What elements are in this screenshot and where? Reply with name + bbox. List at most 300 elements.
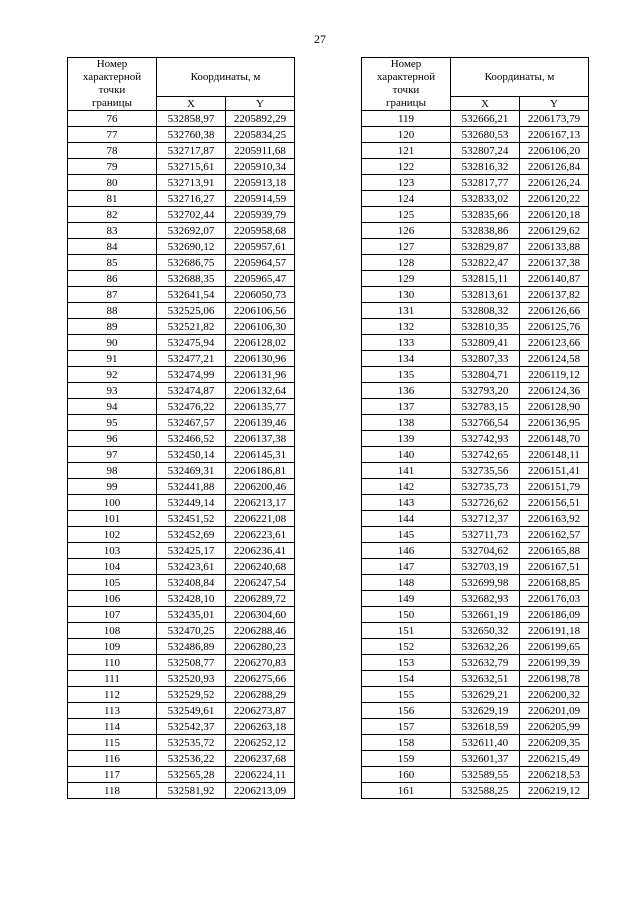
point-number-cell: 127 — [362, 239, 451, 255]
point-number-cell: 79 — [68, 159, 157, 175]
point-number-cell: 119 — [362, 111, 451, 127]
y-coordinate-cell: 2206176,03 — [520, 591, 589, 607]
point-number-cell: 157 — [362, 719, 451, 735]
point-number-cell: 123 — [362, 175, 451, 191]
y-coordinate-cell: 2206132,64 — [226, 383, 295, 399]
table-row — [362, 431, 589, 447]
y-coordinate-cell: 2206236,41 — [226, 543, 295, 559]
x-header: X — [451, 97, 520, 111]
table-row — [362, 207, 589, 223]
point-number-cell: 152 — [362, 639, 451, 655]
x-coordinate-cell: 532449,14 — [157, 495, 226, 511]
y-coordinate-cell: 2205892,29 — [226, 111, 295, 127]
y-coordinate-cell: 2206199,65 — [520, 639, 589, 655]
table-row — [362, 543, 589, 559]
table-row — [362, 479, 589, 495]
y-coordinate-cell: 2206129,62 — [520, 223, 589, 239]
x-coordinate-cell: 532470,25 — [157, 623, 226, 639]
point-number-cell: 101 — [68, 511, 157, 527]
table-row — [362, 559, 589, 575]
point-number-cell: 150 — [362, 607, 451, 623]
y-coordinate-cell: 2206219,12 — [520, 783, 589, 799]
table-row — [68, 319, 295, 335]
point-number-cell: 93 — [68, 383, 157, 399]
x-coordinate-cell: 532807,33 — [451, 351, 520, 367]
table-row — [68, 159, 295, 175]
table-row — [68, 543, 295, 559]
table-row — [362, 527, 589, 543]
y-coordinate-cell: 2205965,47 — [226, 271, 295, 287]
table-row — [68, 719, 295, 735]
y-coordinate-cell: 2205913,18 — [226, 175, 295, 191]
x-coordinate-cell: 532726,62 — [451, 495, 520, 511]
y-coordinate-cell: 2206275,66 — [226, 671, 295, 687]
table-row — [68, 575, 295, 591]
table-row — [68, 479, 295, 495]
coordinates-header: Координаты, м — [451, 58, 589, 97]
x-coordinate-cell: 532542,37 — [157, 719, 226, 735]
table-row — [68, 447, 295, 463]
point-number-cell: 121 — [362, 143, 451, 159]
y-coordinate-cell: 2206120,18 — [520, 207, 589, 223]
point-number-cell: 137 — [362, 399, 451, 415]
x-coordinate-cell: 532408,84 — [157, 575, 226, 591]
x-coordinate-cell: 532813,61 — [451, 287, 520, 303]
point-number-cell: 76 — [68, 111, 157, 127]
point-number-cell: 102 — [68, 527, 157, 543]
table-row — [68, 495, 295, 511]
x-coordinate-cell: 532450,14 — [157, 447, 226, 463]
table-row — [362, 239, 589, 255]
table-row — [362, 591, 589, 607]
x-coordinate-cell: 532476,22 — [157, 399, 226, 415]
y-coordinate-cell: 2206106,20 — [520, 143, 589, 159]
y-coordinate-cell: 2206167,51 — [520, 559, 589, 575]
point-number-cell: 136 — [362, 383, 451, 399]
x-coordinate-cell: 532692,07 — [157, 223, 226, 239]
table-row — [68, 415, 295, 431]
table-row — [68, 463, 295, 479]
table-row — [68, 399, 295, 415]
table-row — [362, 271, 589, 287]
x-coordinate-cell: 532815,11 — [451, 271, 520, 287]
point-number-cell: 94 — [68, 399, 157, 415]
y-coordinate-cell: 2206304,60 — [226, 607, 295, 623]
coordinates-table-left — [67, 57, 295, 799]
x-header: X — [157, 97, 226, 111]
x-coordinate-cell: 532549,61 — [157, 703, 226, 719]
y-coordinate-cell: 2206198,78 — [520, 671, 589, 687]
y-coordinate-cell: 2206124,36 — [520, 383, 589, 399]
point-number-cell: 107 — [68, 607, 157, 623]
point-number-cell: 113 — [68, 703, 157, 719]
point-number-cell: 98 — [68, 463, 157, 479]
table-row — [68, 127, 295, 143]
point-number-cell: 97 — [68, 447, 157, 463]
point-number-cell: 78 — [68, 143, 157, 159]
point-number-cell: 86 — [68, 271, 157, 287]
y-coordinate-cell: 2206240,68 — [226, 559, 295, 575]
point-number-header: Номер характерной точки границы — [362, 58, 451, 111]
y-coordinate-cell: 2206106,56 — [226, 303, 295, 319]
table-row — [362, 255, 589, 271]
y-coordinate-cell: 2206148,11 — [520, 447, 589, 463]
table-row — [68, 111, 295, 127]
y-coordinate-cell: 2206221,08 — [226, 511, 295, 527]
table-row — [362, 175, 589, 191]
table-row — [68, 287, 295, 303]
y-coordinate-cell: 2206162,57 — [520, 527, 589, 543]
x-coordinate-cell: 532467,57 — [157, 415, 226, 431]
table-row — [362, 111, 589, 127]
table-row — [362, 463, 589, 479]
table-row — [362, 607, 589, 623]
y-coordinate-cell: 2206280,23 — [226, 639, 295, 655]
table-row — [68, 703, 295, 719]
x-coordinate-cell: 532690,12 — [157, 239, 226, 255]
point-number-cell: 140 — [362, 447, 451, 463]
table-row — [68, 143, 295, 159]
y-coordinate-cell: 2206124,58 — [520, 351, 589, 367]
table-row — [68, 191, 295, 207]
x-coordinate-cell: 532760,38 — [157, 127, 226, 143]
point-number-cell: 114 — [68, 719, 157, 735]
table-row — [362, 303, 589, 319]
point-number-cell: 118 — [68, 783, 157, 799]
point-number-cell: 83 — [68, 223, 157, 239]
table-row — [68, 591, 295, 607]
x-coordinate-cell: 532474,99 — [157, 367, 226, 383]
table-row — [362, 495, 589, 511]
table-row — [362, 751, 589, 767]
point-number-cell: 131 — [362, 303, 451, 319]
table-row — [68, 559, 295, 575]
y-coordinate-cell: 2206263,18 — [226, 719, 295, 735]
y-coordinate-cell: 2206168,85 — [520, 575, 589, 591]
x-coordinate-cell: 532666,21 — [451, 111, 520, 127]
y-coordinate-cell: 2206137,82 — [520, 287, 589, 303]
table-row — [68, 431, 295, 447]
point-number-cell: 149 — [362, 591, 451, 607]
table-row — [362, 319, 589, 335]
x-coordinate-cell: 532641,54 — [157, 287, 226, 303]
point-number-cell: 109 — [68, 639, 157, 655]
point-number-cell: 129 — [362, 271, 451, 287]
table-row — [362, 735, 589, 751]
y-coordinate-cell: 2206205,99 — [520, 719, 589, 735]
y-coordinate-cell: 2206140,87 — [520, 271, 589, 287]
table-row — [362, 783, 589, 799]
point-number-cell: 84 — [68, 239, 157, 255]
y-coordinate-cell: 2205939,79 — [226, 207, 295, 223]
point-number-cell: 132 — [362, 319, 451, 335]
point-number-cell: 142 — [362, 479, 451, 495]
table-row — [362, 767, 589, 783]
x-coordinate-cell: 532793,20 — [451, 383, 520, 399]
point-number-cell: 112 — [68, 687, 157, 703]
y-coordinate-cell: 2206273,87 — [226, 703, 295, 719]
x-coordinate-cell: 532629,21 — [451, 687, 520, 703]
point-number-cell: 89 — [68, 319, 157, 335]
point-number-cell: 144 — [362, 511, 451, 527]
y-coordinate-cell: 2206173,79 — [520, 111, 589, 127]
point-number-cell: 141 — [362, 463, 451, 479]
y-coordinate-cell: 2206215,49 — [520, 751, 589, 767]
x-coordinate-cell: 532711,73 — [451, 527, 520, 543]
point-number-cell: 85 — [68, 255, 157, 271]
point-number-cell: 111 — [68, 671, 157, 687]
table-row — [362, 623, 589, 639]
x-coordinate-cell: 532742,93 — [451, 431, 520, 447]
point-number-cell: 126 — [362, 223, 451, 239]
table-row — [68, 527, 295, 543]
y-coordinate-cell: 2206186,09 — [520, 607, 589, 623]
point-number-cell: 160 — [362, 767, 451, 783]
point-number-cell: 106 — [68, 591, 157, 607]
x-coordinate-cell: 532529,52 — [157, 687, 226, 703]
x-coordinate-cell: 532833,02 — [451, 191, 520, 207]
x-coordinate-cell: 532688,35 — [157, 271, 226, 287]
table-row — [68, 351, 295, 367]
table-row — [362, 335, 589, 351]
x-coordinate-cell: 532735,73 — [451, 479, 520, 495]
table-row — [68, 367, 295, 383]
x-coordinate-cell: 532717,87 — [157, 143, 226, 159]
table-row — [68, 687, 295, 703]
table-row — [362, 159, 589, 175]
table-row — [362, 367, 589, 383]
point-number-cell: 139 — [362, 431, 451, 447]
y-coordinate-cell: 2206137,38 — [520, 255, 589, 271]
y-coordinate-cell: 2206131,96 — [226, 367, 295, 383]
x-coordinate-cell: 532441,88 — [157, 479, 226, 495]
point-number-cell: 92 — [68, 367, 157, 383]
table-row — [362, 351, 589, 367]
y-coordinate-cell: 2206288,29 — [226, 687, 295, 703]
table-row — [68, 623, 295, 639]
x-coordinate-cell: 532807,24 — [451, 143, 520, 159]
point-number-header: Номер характерной точки границы — [68, 58, 157, 111]
x-coordinate-cell: 532520,93 — [157, 671, 226, 687]
x-coordinate-cell: 532435,01 — [157, 607, 226, 623]
y-coordinate-cell: 2205910,34 — [226, 159, 295, 175]
y-header: Y — [520, 97, 589, 111]
y-coordinate-cell: 2206223,61 — [226, 527, 295, 543]
x-coordinate-cell: 532835,66 — [451, 207, 520, 223]
table-row — [362, 399, 589, 415]
point-number-cell: 95 — [68, 415, 157, 431]
table-row — [68, 303, 295, 319]
y-coordinate-cell: 2206123,66 — [520, 335, 589, 351]
y-coordinate-cell: 2206289,72 — [226, 591, 295, 607]
point-number-cell: 117 — [68, 767, 157, 783]
table-body-right — [362, 111, 589, 799]
y-coordinate-cell: 2205957,61 — [226, 239, 295, 255]
table-row — [68, 239, 295, 255]
y-coordinate-cell: 2205834,25 — [226, 127, 295, 143]
x-coordinate-cell: 532536,22 — [157, 751, 226, 767]
table-row — [68, 175, 295, 191]
table-row — [362, 223, 589, 239]
x-coordinate-cell: 532632,26 — [451, 639, 520, 655]
point-number-cell: 147 — [362, 559, 451, 575]
x-coordinate-cell: 532535,72 — [157, 735, 226, 751]
x-coordinate-cell: 532735,56 — [451, 463, 520, 479]
x-coordinate-cell: 532423,61 — [157, 559, 226, 575]
point-number-cell: 120 — [362, 127, 451, 143]
y-coordinate-cell: 2206151,41 — [520, 463, 589, 479]
coordinates-header: Координаты, м — [157, 58, 295, 97]
table-row — [362, 671, 589, 687]
table-row — [68, 735, 295, 751]
x-coordinate-cell: 532682,93 — [451, 591, 520, 607]
x-coordinate-cell: 532618,59 — [451, 719, 520, 735]
y-coordinate-cell: 2206218,53 — [520, 767, 589, 783]
x-coordinate-cell: 532525,06 — [157, 303, 226, 319]
table-row — [68, 655, 295, 671]
point-number-cell: 143 — [362, 495, 451, 511]
table-body-left — [68, 111, 295, 799]
point-number-cell: 104 — [68, 559, 157, 575]
y-coordinate-cell: 2206126,84 — [520, 159, 589, 175]
x-coordinate-cell: 532486,89 — [157, 639, 226, 655]
x-coordinate-cell: 532712,37 — [451, 511, 520, 527]
point-number-cell: 138 — [362, 415, 451, 431]
table-row — [68, 335, 295, 351]
y-header: Y — [226, 97, 295, 111]
point-number-cell: 159 — [362, 751, 451, 767]
point-number-cell: 105 — [68, 575, 157, 591]
x-coordinate-cell: 532475,94 — [157, 335, 226, 351]
y-coordinate-cell: 2206050,73 — [226, 287, 295, 303]
y-coordinate-cell: 2206148,70 — [520, 431, 589, 447]
point-number-cell: 133 — [362, 335, 451, 351]
y-coordinate-cell: 2206128,90 — [520, 399, 589, 415]
table-row — [68, 783, 295, 799]
y-coordinate-cell: 2206119,12 — [520, 367, 589, 383]
table-row — [68, 271, 295, 287]
y-coordinate-cell: 2206120,22 — [520, 191, 589, 207]
x-coordinate-cell: 532521,82 — [157, 319, 226, 335]
table-row — [68, 751, 295, 767]
x-coordinate-cell: 532588,25 — [451, 783, 520, 799]
x-coordinate-cell: 532804,71 — [451, 367, 520, 383]
x-coordinate-cell: 532829,87 — [451, 239, 520, 255]
x-coordinate-cell: 532589,55 — [451, 767, 520, 783]
x-coordinate-cell: 532702,44 — [157, 207, 226, 223]
y-coordinate-cell: 2206213,17 — [226, 495, 295, 511]
x-coordinate-cell: 532809,41 — [451, 335, 520, 351]
table-row — [68, 639, 295, 655]
point-number-cell: 155 — [362, 687, 451, 703]
y-coordinate-cell: 2205958,68 — [226, 223, 295, 239]
point-number-cell: 88 — [68, 303, 157, 319]
x-coordinate-cell: 532816,32 — [451, 159, 520, 175]
y-coordinate-cell: 2206237,68 — [226, 751, 295, 767]
y-coordinate-cell: 2206200,32 — [520, 687, 589, 703]
x-coordinate-cell: 532766,54 — [451, 415, 520, 431]
y-coordinate-cell: 2206201,09 — [520, 703, 589, 719]
point-number-cell: 77 — [68, 127, 157, 143]
y-coordinate-cell: 2205914,59 — [226, 191, 295, 207]
x-coordinate-cell: 532822,47 — [451, 255, 520, 271]
table-row — [362, 655, 589, 671]
x-coordinate-cell: 532508,77 — [157, 655, 226, 671]
table-row — [362, 703, 589, 719]
table-row — [362, 511, 589, 527]
y-coordinate-cell: 2206151,79 — [520, 479, 589, 495]
y-coordinate-cell: 2206199,39 — [520, 655, 589, 671]
x-coordinate-cell: 532713,91 — [157, 175, 226, 191]
point-number-cell: 134 — [362, 351, 451, 367]
table-row — [362, 687, 589, 703]
table-row — [68, 607, 295, 623]
x-coordinate-cell: 532810,35 — [451, 319, 520, 335]
x-coordinate-cell: 532680,53 — [451, 127, 520, 143]
y-coordinate-cell: 2206130,96 — [226, 351, 295, 367]
x-coordinate-cell: 532817,77 — [451, 175, 520, 191]
table-row — [362, 719, 589, 735]
point-number-cell: 91 — [68, 351, 157, 367]
x-coordinate-cell: 532858,97 — [157, 111, 226, 127]
x-coordinate-cell: 532715,61 — [157, 159, 226, 175]
coordinates-table-right — [361, 57, 589, 799]
table-row — [68, 511, 295, 527]
table-row — [68, 671, 295, 687]
x-coordinate-cell: 532686,75 — [157, 255, 226, 271]
point-number-cell: 161 — [362, 783, 451, 799]
y-coordinate-cell: 2206126,66 — [520, 303, 589, 319]
y-coordinate-cell: 2206163,92 — [520, 511, 589, 527]
table-row — [68, 223, 295, 239]
point-number-cell: 153 — [362, 655, 451, 671]
y-coordinate-cell: 2206224,11 — [226, 767, 295, 783]
x-coordinate-cell: 532838,86 — [451, 223, 520, 239]
y-coordinate-cell: 2206200,46 — [226, 479, 295, 495]
table-row — [362, 143, 589, 159]
x-coordinate-cell: 532704,62 — [451, 543, 520, 559]
point-number-cell: 124 — [362, 191, 451, 207]
y-coordinate-cell: 2205911,68 — [226, 143, 295, 159]
point-number-cell: 82 — [68, 207, 157, 223]
y-coordinate-cell: 2206145,31 — [226, 447, 295, 463]
y-coordinate-cell: 2206133,88 — [520, 239, 589, 255]
y-coordinate-cell: 2206106,30 — [226, 319, 295, 335]
x-coordinate-cell: 532601,37 — [451, 751, 520, 767]
y-coordinate-cell: 2206136,95 — [520, 415, 589, 431]
y-coordinate-cell: 2206156,51 — [520, 495, 589, 511]
x-coordinate-cell: 532451,52 — [157, 511, 226, 527]
point-number-cell: 146 — [362, 543, 451, 559]
point-number-cell: 151 — [362, 623, 451, 639]
y-coordinate-cell: 2206126,24 — [520, 175, 589, 191]
y-coordinate-cell: 2206135,77 — [226, 399, 295, 415]
table-row — [362, 287, 589, 303]
point-number-cell: 135 — [362, 367, 451, 383]
x-coordinate-cell: 532425,17 — [157, 543, 226, 559]
y-coordinate-cell: 2206128,02 — [226, 335, 295, 351]
x-coordinate-cell: 532469,31 — [157, 463, 226, 479]
table-row — [362, 415, 589, 431]
x-coordinate-cell: 532699,98 — [451, 575, 520, 591]
point-number-cell: 125 — [362, 207, 451, 223]
x-coordinate-cell: 532650,32 — [451, 623, 520, 639]
point-number-cell: 115 — [68, 735, 157, 751]
table-row — [362, 127, 589, 143]
point-number-cell: 158 — [362, 735, 451, 751]
y-coordinate-cell: 2206186,81 — [226, 463, 295, 479]
y-coordinate-cell: 2206125,76 — [520, 319, 589, 335]
